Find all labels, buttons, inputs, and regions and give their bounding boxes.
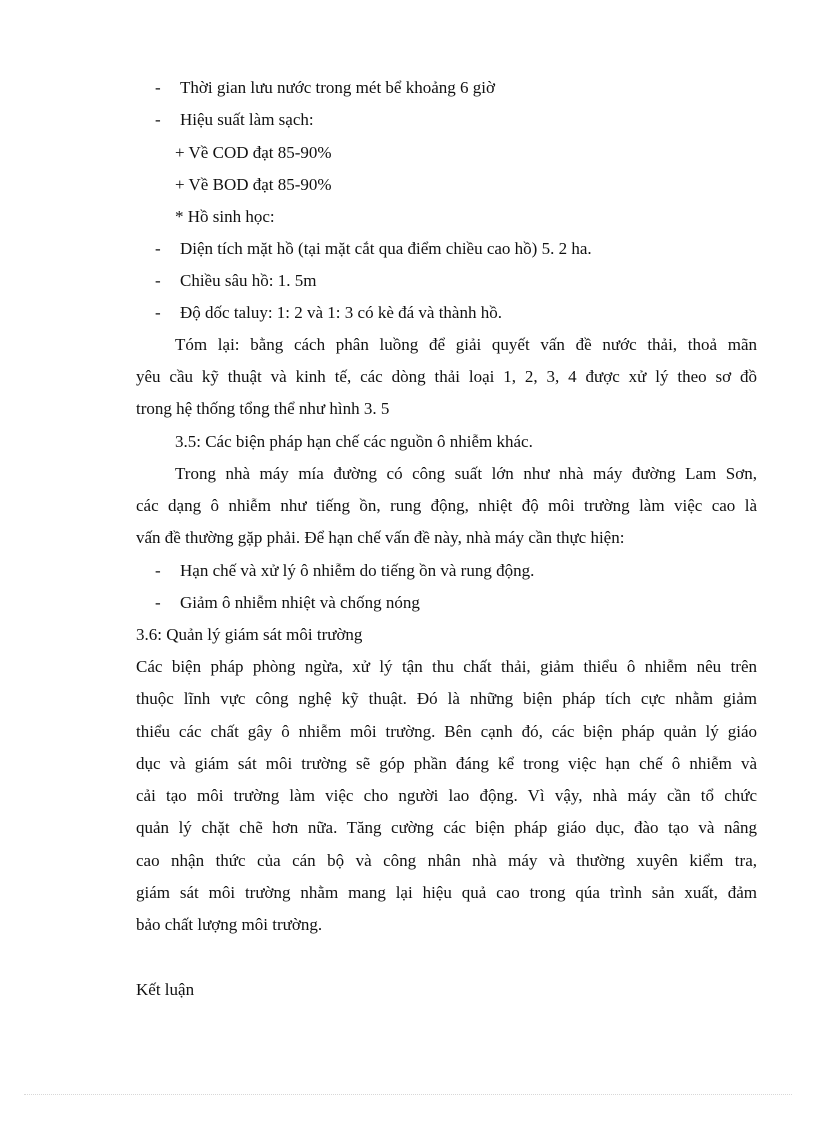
bullet-pond-area: Diện tích mặt hồ (tại mặt cắt qua điểm chiều cao hồ) 5. 2 ha.	[180, 239, 592, 258]
bullet-noise-vibration: Hạn chế và xử lý ô nhiễm do tiếng ồn và rung động.	[180, 561, 535, 580]
bullet-slope: Độ dốc taluy: 1: 2 và 1: 3 có kè đá và thành hồ.	[180, 303, 502, 322]
section-3-5-line: các dạng ô nhiễm như tiếng ồn, rung động, nhiệt độ môi trường làm việc cao là	[136, 496, 757, 515]
efficiency-bod: + Về BOD đạt 85-90%	[175, 175, 332, 194]
section-3-6-line: giám sát môi trường nhằm mang lại hiệu quả cao trong qúa trình sản xuất, đảm	[136, 883, 757, 902]
bullet-dash: -	[155, 271, 161, 290]
bullet-dash: -	[155, 593, 161, 612]
section-3-6-line: bảo chất lượng môi trường.	[136, 915, 323, 934]
section-3-6-line: Các biện pháp phòng ngừa, xử lý tận thu chất thải, giảm thiểu ô nhiễm nêu trên	[136, 657, 757, 676]
section-3-5-heading: 3.5: Các biện pháp hạn chế các nguồn ô nhiễm khác.	[175, 432, 533, 451]
conclusion-heading: Kết luận	[136, 980, 195, 999]
section-3-5-line: Trong nhà máy mía đường có công suất lớn như nhà máy đường Lam Sơn,	[175, 464, 757, 483]
bullet-dash: -	[155, 78, 161, 97]
section-3-6-line: cao nhận thức của cán bộ và công nhân nhà máy và thường xuyên kiểm tra,	[136, 851, 757, 870]
efficiency-cod: + Về COD đạt 85-90%	[175, 143, 332, 162]
bullet-cleaning-efficiency: Hiệu suất làm sạch:	[180, 110, 314, 129]
bio-pond-heading: * Hồ sinh học:	[175, 207, 275, 226]
section-3-6-line: thiểu các chất gây ô nhiễm môi trường. Bên cạnh đó, các biện pháp quản lý giáo	[136, 722, 757, 741]
page-bottom-divider	[24, 1094, 792, 1095]
bullet-dash: -	[155, 110, 161, 129]
section-3-6-line: quản lý chặt chẽ hơn nữa. Tăng cường các biện pháp giáo dục, đào tạo và nâng	[136, 818, 757, 837]
summary-line: trong hệ thống tổng thể như hình 3. 5	[136, 399, 390, 418]
bullet-pond-depth: Chiều sâu hồ: 1. 5m	[180, 271, 317, 290]
section-3-6-line: dục và giám sát môi trường sẽ góp phần đáng kể trong việc hạn chế ô nhiễm và	[136, 754, 757, 773]
bullet-dash: -	[155, 239, 161, 258]
section-3-5-line: vấn đề thường gặp phải. Để hạn chế vấn đề này, nhà máy cần thực hiện:	[136, 528, 625, 547]
bullet-retention-time: Thời gian lưu nước trong mét bể khoảng 6 giờ	[180, 78, 495, 97]
section-3-6-line: thuộc lĩnh vực công nghệ kỹ thuật. Đó là những biện pháp tích cực nhằm giảm	[136, 689, 757, 708]
section-3-6-line: cải tạo môi trường làm việc cho người lao động. Vì vậy, nhà máy cần tổ chức	[136, 786, 757, 805]
bullet-dash: -	[155, 561, 161, 580]
bullet-dash: -	[155, 303, 161, 322]
summary-line: Tóm lại: bằng cách phân luồng để giải quyết vấn đề nước thải, thoả mãn	[175, 335, 757, 354]
section-3-6-heading: 3.6: Quản lý giám sát môi trường	[136, 625, 363, 644]
bullet-heat-reduction: Giảm ô nhiễm nhiệt và chống nóng	[180, 593, 420, 612]
summary-line: yêu cầu kỹ thuật và kinh tế, các dòng thải loại 1, 2, 3, 4 được xử lý theo sơ đồ	[136, 367, 757, 386]
